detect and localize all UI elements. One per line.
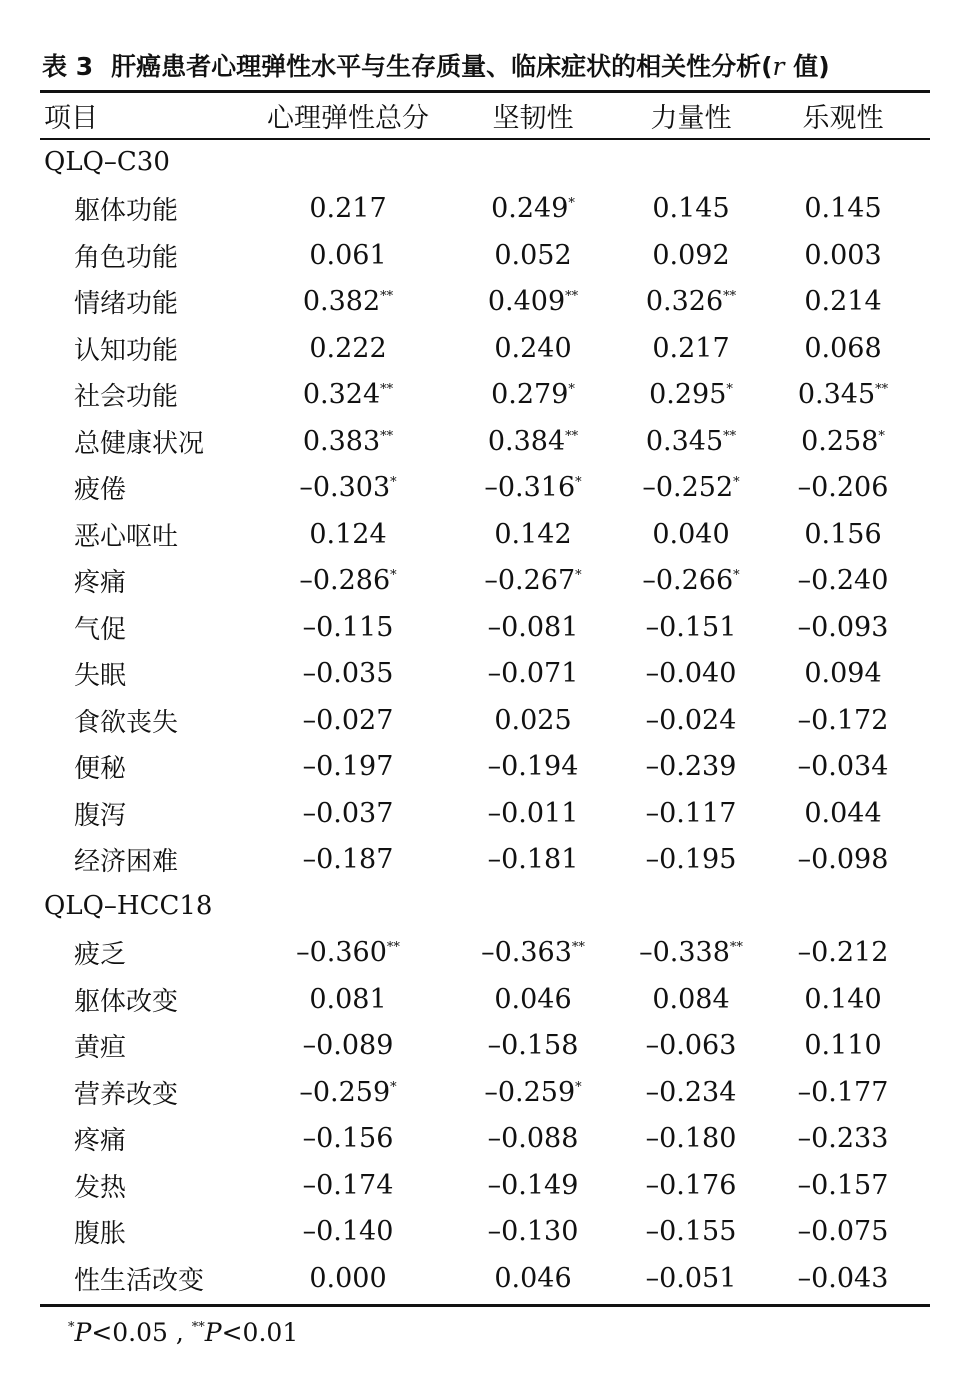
cell-tenacity	[440, 1069, 626, 1116]
cell-strength	[626, 418, 756, 465]
cell-optimism	[756, 1255, 930, 1302]
significance-mark: **	[565, 289, 579, 305]
row-label: 失眠	[74, 661, 127, 692]
cell-value: –0.259	[299, 1076, 391, 1108]
cell-tenacity	[440, 418, 626, 465]
cell-value: 0.046	[494, 1262, 572, 1294]
cell-value: –0.089	[302, 1030, 394, 1062]
table-body	[40, 138, 930, 1302]
cell-strength	[626, 1116, 756, 1163]
cell-value: –0.151	[645, 611, 737, 643]
row-label: 情绪功能	[74, 289, 179, 320]
row-label: 总健康状况	[74, 428, 205, 459]
cell-total	[256, 1209, 440, 1256]
cell-total	[256, 651, 440, 698]
cell-optimism	[756, 604, 930, 651]
cell-value: 0.092	[652, 239, 730, 271]
row-label: 疲倦	[74, 475, 127, 506]
row-label: 性生活改变	[74, 1265, 205, 1296]
cell-total	[256, 744, 440, 791]
cell-strength	[626, 697, 756, 744]
column-header-tenacity: 坚韧性	[492, 103, 574, 134]
cell-total	[256, 325, 440, 372]
significance-mark: *	[390, 475, 397, 491]
cell-value: 0.295	[649, 379, 727, 411]
section-label: QLQ–HCC18	[44, 891, 213, 922]
footnote-threshold-double: <0.01	[221, 1318, 299, 1347]
cell-tenacity	[440, 325, 626, 372]
cell-value: –0.172	[797, 704, 889, 736]
table-number: 表 3	[42, 52, 94, 81]
row-label: 经济困难	[74, 847, 179, 878]
row-label: 腹胀	[74, 1219, 127, 1250]
cell-tenacity	[440, 976, 626, 1023]
cell-value: –0.194	[487, 751, 579, 783]
cell-value: –0.051	[645, 1262, 737, 1294]
cell-value: 0.383	[302, 425, 381, 457]
cell-value: 0.046	[494, 983, 572, 1015]
cell-strength	[626, 976, 756, 1023]
row-label: 躯体改变	[74, 986, 179, 1017]
cell-optimism	[756, 837, 930, 884]
cell-value: 0.214	[804, 286, 882, 318]
row-label: 疼痛	[74, 1126, 127, 1157]
table-row	[40, 697, 930, 744]
cell-value: –0.158	[487, 1030, 579, 1062]
cell-tenacity	[440, 372, 626, 419]
row-label: 气促	[74, 614, 127, 645]
cell-optimism	[756, 558, 930, 605]
cell-value: –0.149	[487, 1169, 579, 1201]
cell-value: –0.259	[484, 1076, 576, 1108]
cell-value: –0.206	[797, 472, 889, 504]
cell-total	[256, 604, 440, 651]
row-label: 疼痛	[74, 568, 127, 599]
cell-value: –0.197	[302, 751, 394, 783]
column-header-total: 心理弹性总分	[267, 103, 429, 134]
cell-value: –0.286	[299, 565, 391, 597]
significance-mark: *	[726, 382, 733, 398]
footnote-mark-double: **	[191, 1320, 205, 1335]
cell-value: –0.239	[645, 751, 737, 783]
cell-value: –0.115	[302, 611, 394, 643]
cell-value: –0.034	[797, 751, 889, 783]
cell-value: –0.180	[645, 1123, 737, 1155]
cell-value: 0.068	[804, 332, 882, 364]
table-row	[40, 837, 930, 884]
cell-value: 0.258	[801, 425, 879, 457]
table-row	[40, 604, 930, 651]
cell-value: –0.027	[302, 704, 394, 736]
cell-value: 0.081	[309, 983, 387, 1015]
cell-value: 0.345	[797, 379, 876, 411]
significance-mark: *	[568, 382, 575, 398]
significance-mark: **	[380, 428, 394, 444]
significance-mark: **	[723, 289, 737, 305]
cell-value: –0.130	[487, 1216, 579, 1248]
cell-tenacity	[440, 511, 626, 558]
footnote-threshold-single: <0.05 ,	[91, 1318, 192, 1347]
cell-total	[256, 232, 440, 279]
cell-optimism	[756, 325, 930, 372]
cell-value: –0.093	[797, 611, 889, 643]
cell-tenacity	[440, 232, 626, 279]
cell-value: –0.316	[484, 472, 576, 504]
cell-tenacity	[440, 1116, 626, 1163]
cell-value: –0.267	[484, 565, 576, 597]
significance-mark: *	[390, 1079, 397, 1095]
column-header-optimism: 乐观性	[802, 103, 884, 134]
cell-strength	[626, 558, 756, 605]
cell-tenacity	[440, 558, 626, 605]
table-row	[40, 418, 930, 465]
cell-tenacity	[440, 1023, 626, 1070]
cell-optimism	[756, 511, 930, 558]
cell-total	[256, 186, 440, 233]
cell-tenacity	[440, 837, 626, 884]
cell-value: 0.222	[309, 332, 387, 364]
cell-total	[256, 558, 440, 605]
cell-strength	[626, 1069, 756, 1116]
cell-optimism	[756, 232, 930, 279]
table-title-suffix: 值)	[784, 52, 830, 81]
table-row	[40, 1255, 930, 1302]
cell-optimism	[756, 930, 930, 977]
cell-value: 0.217	[309, 193, 387, 225]
footnote-p-double: P	[204, 1318, 222, 1347]
cell-value: –0.363	[481, 937, 572, 969]
significance-mark: *	[575, 568, 582, 584]
cell-optimism	[756, 1023, 930, 1070]
table-title-text: 肝癌患者心理弹性水平与生存质量、临床症状的相关性分析(	[111, 52, 773, 81]
cell-total	[256, 976, 440, 1023]
significance-mark: **	[565, 428, 579, 444]
cell-strength	[626, 1255, 756, 1302]
table-row	[40, 1162, 930, 1209]
significance-mark: **	[723, 428, 737, 444]
significance-mark: *	[568, 196, 575, 212]
cell-value: –0.303	[299, 472, 391, 504]
cell-value: 0.145	[804, 193, 882, 225]
cell-value: –0.195	[645, 844, 737, 876]
row-label: 营养改变	[74, 1079, 179, 1110]
cell-optimism	[756, 1069, 930, 1116]
cell-value: 0.409	[487, 286, 566, 318]
cell-total	[256, 1255, 440, 1302]
table-header-row	[40, 93, 930, 138]
cell-tenacity	[440, 186, 626, 233]
cell-value: 0.061	[309, 239, 387, 271]
cell-total	[256, 1023, 440, 1070]
table-row	[40, 511, 930, 558]
cell-value: –0.155	[645, 1216, 737, 1248]
significance-mark: **	[380, 289, 394, 305]
table-row	[40, 232, 930, 279]
table-row	[40, 930, 930, 977]
cell-value: 0.279	[491, 379, 569, 411]
cell-tenacity	[440, 744, 626, 791]
cell-value: –0.071	[487, 658, 579, 690]
bottom-rule	[40, 1304, 930, 1307]
cell-optimism	[756, 1116, 930, 1163]
significance-mark: **	[571, 940, 585, 956]
significance-mark: **	[386, 940, 400, 956]
cell-strength	[626, 930, 756, 977]
cell-strength	[626, 1209, 756, 1256]
table-row	[40, 651, 930, 698]
cell-value: –0.040	[645, 658, 737, 690]
cell-total	[256, 930, 440, 977]
footnote	[68, 1315, 298, 1351]
correlation-table	[40, 93, 930, 1302]
cell-value: –0.181	[487, 844, 579, 876]
cell-optimism	[756, 465, 930, 512]
cell-value: –0.075	[797, 1216, 889, 1248]
table-row	[40, 558, 930, 605]
table-row	[40, 1209, 930, 1256]
cell-value: –0.174	[302, 1169, 394, 1201]
significance-mark: **	[380, 382, 394, 398]
row-label: 躯体功能	[74, 196, 179, 227]
table-row	[40, 325, 930, 372]
cell-value: –0.117	[645, 797, 737, 829]
cell-value: 0.326	[645, 286, 724, 318]
cell-value: 0.156	[804, 518, 882, 550]
cell-value: –0.187	[302, 844, 394, 876]
cell-strength	[626, 1162, 756, 1209]
table-row	[40, 279, 930, 326]
cell-tenacity	[440, 279, 626, 326]
cell-value: 0.240	[494, 332, 572, 364]
table-row	[40, 1023, 930, 1070]
section-row	[40, 883, 930, 930]
footnote-p-single: P	[74, 1318, 92, 1347]
cell-strength	[626, 744, 756, 791]
table-row	[40, 372, 930, 419]
cell-value: –0.024	[645, 704, 737, 736]
row-label: 社会功能	[74, 382, 179, 413]
cell-value: 0.003	[804, 239, 882, 271]
cell-optimism	[756, 279, 930, 326]
cell-strength	[626, 790, 756, 837]
cell-value: 0.384	[487, 425, 566, 457]
cell-optimism	[756, 418, 930, 465]
cell-total	[256, 465, 440, 512]
cell-tenacity	[440, 465, 626, 512]
cell-value: 0.084	[652, 983, 730, 1015]
cell-value: –0.212	[797, 937, 889, 969]
table-row	[40, 186, 930, 233]
table-title	[42, 50, 932, 84]
significance-mark: *	[390, 568, 397, 584]
cell-total	[256, 372, 440, 419]
cell-total	[256, 1116, 440, 1163]
significance-mark: *	[733, 568, 740, 584]
table-row	[40, 790, 930, 837]
cell-value: –0.043	[797, 1262, 889, 1294]
cell-total	[256, 697, 440, 744]
cell-tenacity	[440, 651, 626, 698]
cell-value: –0.176	[645, 1169, 737, 1201]
cell-optimism	[756, 744, 930, 791]
cell-value: 0.040	[652, 518, 730, 550]
cell-total	[256, 790, 440, 837]
footnote-mark-single: *	[68, 1320, 75, 1335]
cell-value: –0.234	[645, 1076, 737, 1108]
cell-value: 0.094	[804, 658, 882, 690]
cell-value: –0.063	[645, 1030, 737, 1062]
cell-value: 0.052	[494, 239, 572, 271]
cell-value: 0.142	[494, 518, 572, 550]
cell-value: –0.011	[487, 797, 579, 829]
cell-value: 0.382	[302, 286, 381, 318]
cell-value: –0.338	[639, 937, 730, 969]
cell-value: 0.044	[804, 797, 882, 829]
cell-total	[256, 1162, 440, 1209]
row-label: 黄疸	[74, 1033, 127, 1064]
cell-tenacity	[440, 1162, 626, 1209]
cell-value: –0.240	[797, 565, 889, 597]
significance-mark: *	[733, 475, 740, 491]
row-label: 便秘	[74, 754, 127, 785]
cell-value: –0.157	[797, 1169, 889, 1201]
cell-strength	[626, 837, 756, 884]
cell-strength	[626, 232, 756, 279]
cell-tenacity	[440, 604, 626, 651]
cell-strength	[626, 604, 756, 651]
cell-value: –0.360	[296, 937, 387, 969]
cell-value: –0.177	[797, 1076, 889, 1108]
cell-value: –0.035	[302, 658, 394, 690]
cell-optimism	[756, 651, 930, 698]
cell-total	[256, 418, 440, 465]
cell-optimism	[756, 1209, 930, 1256]
significance-mark: *	[575, 475, 582, 491]
table-row	[40, 744, 930, 791]
cell-tenacity	[440, 930, 626, 977]
cell-total	[256, 1069, 440, 1116]
significance-mark: **	[875, 382, 889, 398]
cell-value: 0.324	[302, 379, 381, 411]
cell-strength	[626, 325, 756, 372]
cell-tenacity	[440, 790, 626, 837]
row-label: 认知功能	[74, 335, 179, 366]
cell-value: –0.266	[642, 565, 734, 597]
row-label: 疲乏	[74, 940, 127, 971]
cell-optimism	[756, 790, 930, 837]
cell-optimism	[756, 186, 930, 233]
significance-mark: *	[878, 428, 885, 444]
cell-strength	[626, 372, 756, 419]
cell-tenacity	[440, 697, 626, 744]
table-row	[40, 976, 930, 1023]
cell-value: 0.249	[491, 193, 569, 225]
cell-strength	[626, 651, 756, 698]
table-row	[40, 1116, 930, 1163]
section-label: QLQ–C30	[44, 147, 170, 178]
column-header-strength: 力量性	[650, 103, 732, 134]
column-header-item: 项目	[44, 103, 98, 134]
row-label: 恶心呕吐	[74, 521, 179, 552]
cell-value: 0.124	[309, 518, 387, 550]
section-row	[40, 138, 930, 186]
cell-value: –0.081	[487, 611, 579, 643]
cell-value: –0.233	[797, 1123, 889, 1155]
cell-value: 0.110	[804, 1030, 882, 1062]
row-label: 食欲丧失	[74, 707, 179, 738]
cell-total	[256, 837, 440, 884]
cell-strength	[626, 186, 756, 233]
significance-mark: *	[575, 1079, 582, 1095]
cell-value: –0.037	[302, 797, 394, 829]
cell-optimism	[756, 697, 930, 744]
cell-value: 0.145	[652, 193, 730, 225]
cell-tenacity	[440, 1209, 626, 1256]
table-row	[40, 1069, 930, 1116]
cell-value: –0.140	[302, 1216, 394, 1248]
cell-value: 0.025	[494, 704, 572, 736]
cell-value: –0.088	[487, 1123, 579, 1155]
row-label: 角色功能	[74, 242, 179, 273]
table-row	[40, 465, 930, 512]
cell-value: 0.140	[804, 983, 882, 1015]
cell-value: 0.345	[645, 425, 724, 457]
row-label: 腹泻	[74, 800, 127, 831]
cell-total	[256, 279, 440, 326]
row-label: 发热	[74, 1172, 127, 1203]
cell-value: –0.252	[642, 472, 734, 504]
table-title-variable: r	[772, 52, 785, 81]
cell-strength	[626, 511, 756, 558]
cell-optimism	[756, 976, 930, 1023]
cell-value: 0.000	[309, 1262, 387, 1294]
cell-value: –0.156	[302, 1123, 394, 1155]
cell-optimism	[756, 372, 930, 419]
cell-value: –0.098	[797, 844, 889, 876]
cell-optimism	[756, 1162, 930, 1209]
significance-mark: **	[729, 940, 743, 956]
cell-total	[256, 511, 440, 558]
cell-tenacity	[440, 1255, 626, 1302]
cell-strength	[626, 279, 756, 326]
cell-strength	[626, 465, 756, 512]
cell-strength	[626, 1023, 756, 1070]
cell-value: 0.217	[652, 332, 730, 364]
